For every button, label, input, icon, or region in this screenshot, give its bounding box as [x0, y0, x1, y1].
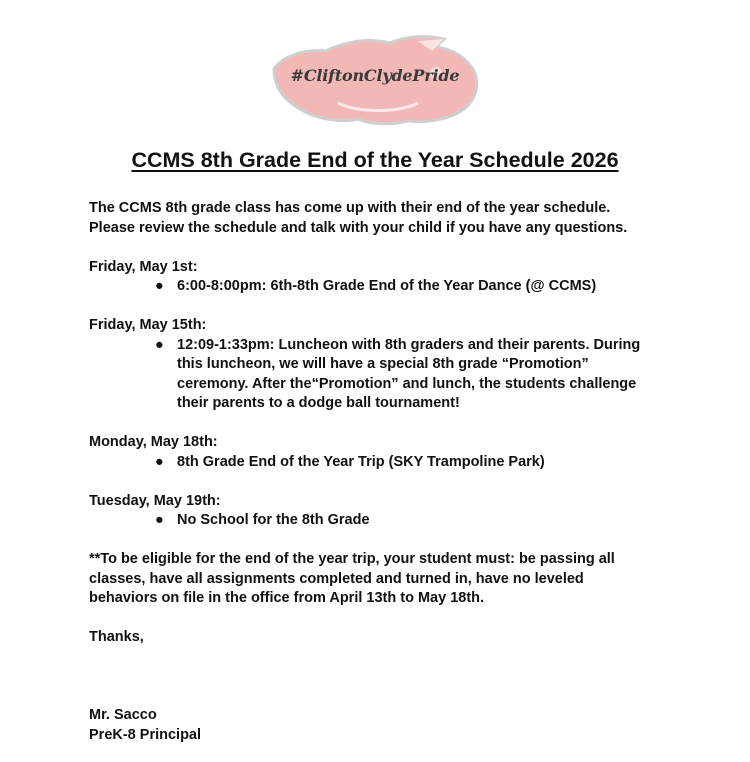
schedule-item — [89, 453, 709, 473]
bullet-icon: ● — [155, 336, 164, 353]
schedule-list — [89, 336, 709, 414]
intro-line-1: The CCMS 8th grade class has come up with their end of the year schedule. — [89, 200, 611, 216]
closing-line: Thanks, — [89, 629, 144, 645]
schedule-date: Monday, May 18th: — [89, 434, 218, 450]
schedule-date: Friday, May 1st: — [89, 258, 198, 275]
intro-line-2: Please review the schedule and talk with your child if you have any questions. — [89, 219, 628, 236]
bullet-icon: ● — [155, 278, 164, 294]
schedule-date: Tuesday, May 19th: — [89, 492, 221, 509]
letter-body — [89, 199, 709, 745]
signature-role: PreK-8 Principal — [89, 726, 202, 743]
schedule-item-text: 8th Grade End of the Year Trip (SKY Trampoline Park) — [177, 453, 545, 470]
bullet-icon: ● — [155, 512, 164, 528]
schedule-item — [89, 277, 709, 297]
eligibility-note: **To be eligible for the end of the year trip, your student must: be passing all classes, have all assignments completed and turned in, have no leveled behaviors on file in the office from April 13th to May 18th. — [89, 551, 615, 606]
logo-hashtag: #CliftonClydePride — [290, 66, 460, 85]
schedule-list — [89, 277, 709, 297]
schedule-item — [89, 336, 709, 414]
bullet-icon: ● — [155, 453, 164, 470]
schedule-date: Friday, May 15th: — [89, 317, 207, 333]
schedule-item-text: 12:09-1:33pm: Luncheon with 8th graders and their parents. During this luncheon, we will have a special 8th grade “Promotion” ceremony. After the“Promotion” and lunch, the students challenge their parents to a dodge ball tournament! — [177, 336, 641, 411]
school-logo — [268, 33, 482, 127]
schedule-list — [89, 453, 709, 473]
page-title: CCMS 8th Grade End of the Year Schedule 2026 — [131, 148, 619, 172]
schedule-item-text: 6:00-8:00pm: 6th-8th Grade End of the Year Dance (@ CCMS) — [177, 278, 597, 294]
schedule-item — [89, 511, 709, 531]
schedule-item-text: No School for the 8th Grade — [177, 512, 370, 528]
signature-name: Mr. Sacco — [89, 707, 157, 723]
schedule-list — [89, 511, 709, 531]
